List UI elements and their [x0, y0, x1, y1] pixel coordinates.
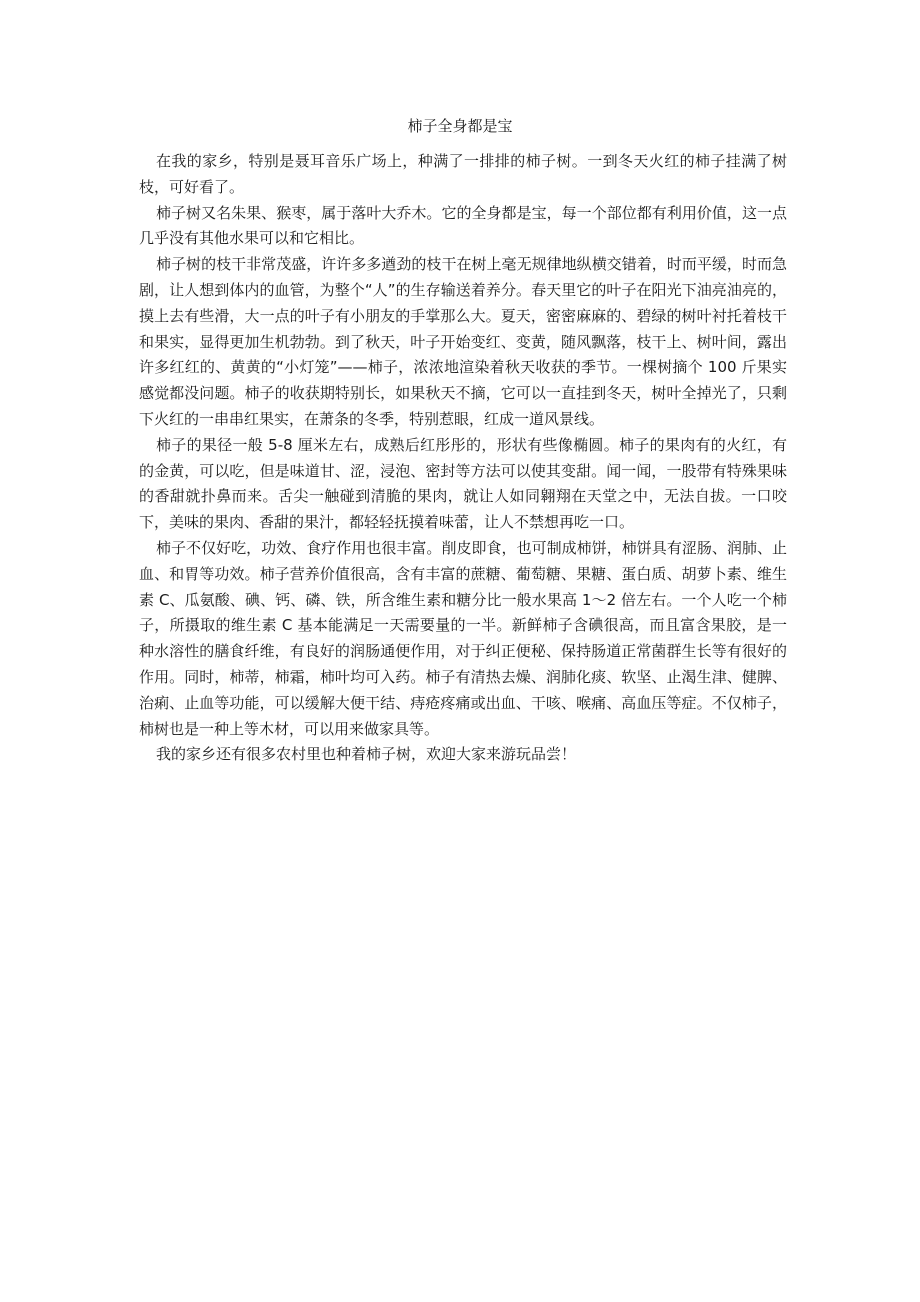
paragraph-branches-seasons: 柿子树的枝干非常茂盛，许许多多遒劲的枝干在树上毫无规律地纵横交错着，时而平缓，时而急剧，让人想到体内的血管，为整个“人”的生存输送着养分。春天里它的叶子在阳光下油亮油亮的，摸上去有些滑，大一点的叶子有小朋友的手掌那么大。夏天，密密麻麻的、碧绿的树叶衬托着枝干和果实，显得更加生机勃勃。到了秋天，叶子开始变红、变黄，随风飘落，枝干上、树叶间，露出许多红红的、黄黄的“小灯笼”——柿子，浓浓地渲染着秋天收获的季节。一棵树摘个 100 斤果实感觉都没问题。柿子的收获期特别长，如果秋天不摘，它可以一直挂到冬天，树叶全掉光了，只剩下火红的一串串红果实，在萧条的冬季，特别惹眼，红成一道风景线。 [139, 255, 787, 428]
paragraph-intro: 在我的家乡，特别是聂耳音乐广场上，种满了一排排的柿子树。一到冬天火红的柿子挂满了树枝，可好看了。 [139, 152, 787, 196]
paragraph-closing: 我的家乡还有很多农村里也种着柿子树，欢迎大家来游玩品尝！ [156, 745, 577, 764]
paragraph-names: 柿子树又名朱果、猴枣，属于落叶大乔木。它的全身都是宝，每一个部位都有利用价值，这一点几乎没有其他水果可以和它相比。 [139, 203, 787, 248]
document-title: 柿子全身都是宝 [407, 117, 513, 135]
document-body [139, 149, 787, 768]
paragraph-fruit: 柿子的果径一般 5-8 厘米左右，成熟后红彤彤的，形状有些像椭圆。柿子的果肉有的火红，有的金黄，可以吃，但是味道甘、涩，浸泡、密封等方法可以使其变甜。闻一闻，一股带有特殊果味的香甜就扑鼻而来。舌尖一触碰到清脆的果肉，就让人如同翱翔在天堂之中，无法自拔。一口咬下，美味的果肉、香甜的果汁，都轻轻抚摸着味蕾，让人不禁想再吃一口。 [139, 435, 787, 532]
paragraph-benefits: 柿子不仅好吃，功效、食疗作用也很丰富。削皮即食，也可制成柿饼，柿饼具有涩肠、润肺、止血、和胃等功效。柿子营养价值很高，含有丰富的蔗糖、葡萄糖、果糖、蛋白质、胡萝卜素、维生素 C、瓜氨酸、碘、钙、磷、铁，所含维生素和糖分比一般水果高 1～2 倍左右。一个人吃一个柿子，所摄取的维生素 C 基本能满足一天需要量的一半。新鲜柿子含碘很高，而且富含果胶，是一种水溶性的膳食纤维，有良好的润肠通便作用，对于纠正便秘、保持肠道正常菌群生长等有很好的作用。同时，柿蒂，柿霜，柿叶均可入药。柿子有清热去燥、润肺化痰、软坚、止渴生津、健脾、治痢、止血等功能，可以缓解大便干结、痔疮疼痛或出血、干咳、喉痛、高血压等症。不仅柿子，柿树也是一种上等木材，可以用来做家具等。 [139, 538, 787, 738]
